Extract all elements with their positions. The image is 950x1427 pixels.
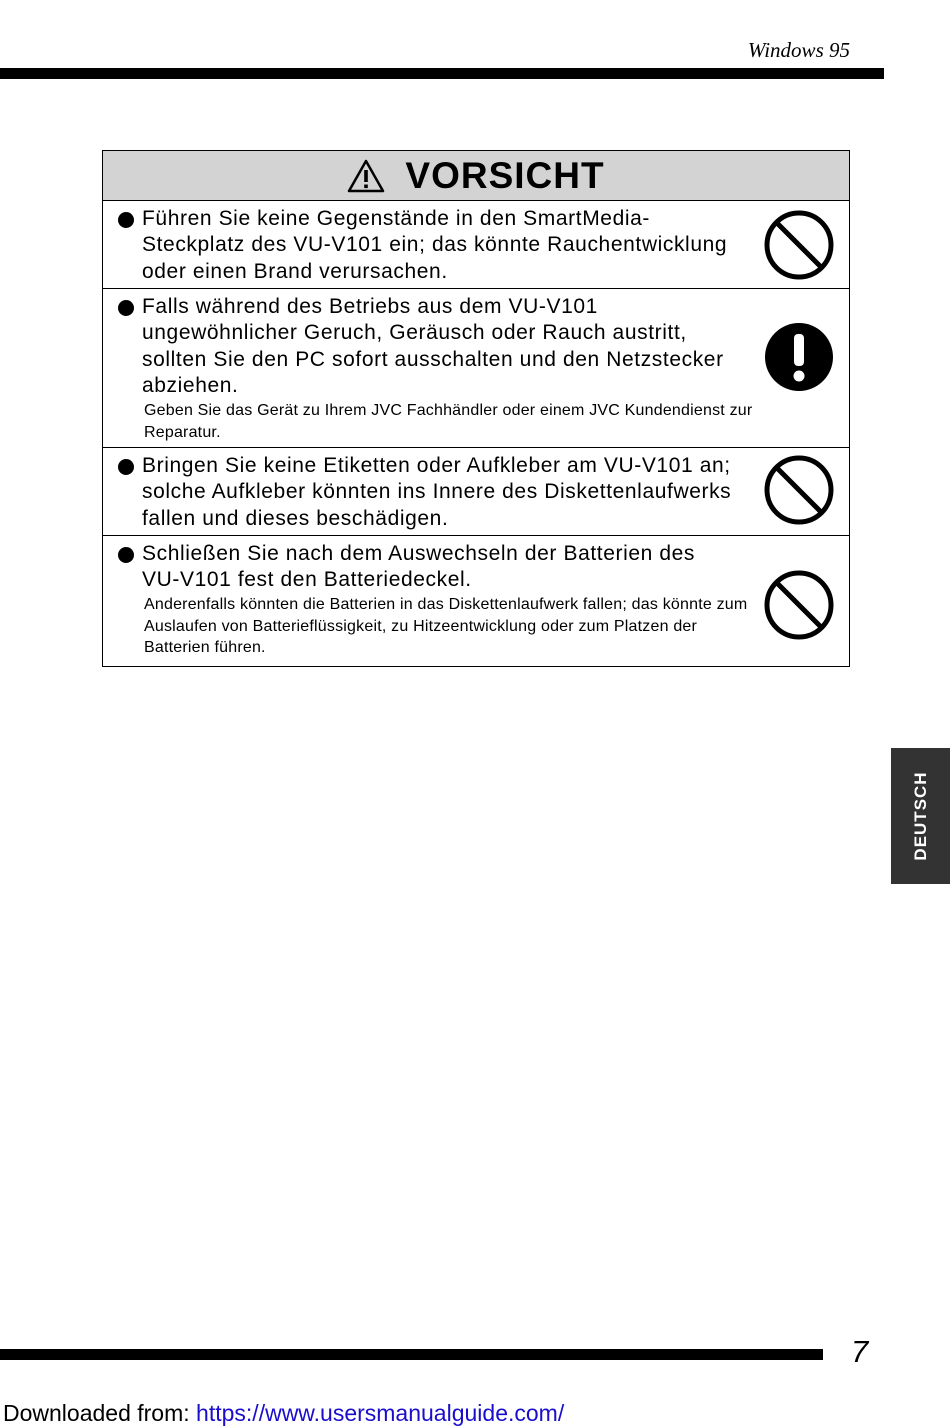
bullet-icon	[118, 300, 134, 316]
caution-title: VORSICHT	[405, 154, 605, 196]
caution-item-note: Geben Sie das Gerät zu Ihrem JVC Fachhändler oder einem JVC Kundendienst zur Reparatur.	[144, 402, 753, 441]
caution-item	[103, 201, 849, 289]
prohibition-icon	[763, 569, 835, 641]
prohibition-icon	[763, 209, 835, 281]
caution-item-text: Falls während des Betriebs aus dem VU-V101 ungewöhnlicher Geruch, Geräusch oder Rauch austritt, sollten Sie den PC sofort ausschalten und den Netzstecker abziehen.	[118, 294, 738, 399]
warning-triangle-icon	[347, 159, 385, 193]
footer-link[interactable]: https://www.usersmanualguide.com/	[196, 1400, 565, 1426]
language-tab-label: DEUTSCH	[910, 771, 930, 861]
bullet-icon	[118, 212, 134, 228]
footer-prefix: Downloaded from:	[3, 1400, 197, 1426]
caution-item-note: Anderenfalls könnten die Batterien in das Diskettenlaufwerk fallen; das könnte zum Auslaufen von Batterieflüssigkeit, zu Hitzeentwicklung oder zum Platzen der Batterien führen.	[144, 596, 748, 656]
bottom-rule	[0, 1349, 823, 1360]
caution-item-text: Bringen Sie keine Etiketten oder Aufkleber am VU-V101 an; solche Aufkleber könnten ins Innere des Diskettenlaufwerks fallen und dieses beschädigen.	[118, 453, 738, 532]
mandatory-exclamation-icon	[763, 321, 835, 393]
caution-item	[103, 289, 849, 448]
prohibition-icon	[763, 454, 835, 526]
caution-item	[103, 536, 849, 666]
bullet-icon	[118, 547, 134, 563]
download-footer	[3, 1400, 564, 1427]
caution-item-text: Führen Sie keine Gegenstände in den SmartMedia-Steckplatz des VU-V101 ein; das könnte Rauchentwicklung oder einen Brand verursachen.	[118, 206, 738, 285]
running-header-title: Windows 95	[747, 38, 850, 62]
language-tab	[891, 748, 950, 884]
caution-item-text: Schließen Sie nach dem Auswechseln der Batterien des VU-V101 fest den Batteriedeckel.	[118, 541, 738, 594]
top-rule	[0, 68, 884, 79]
caution-header	[103, 151, 849, 201]
caution-item	[103, 448, 849, 536]
page-number: 7	[851, 1334, 869, 1369]
bullet-icon	[118, 459, 134, 475]
caution-box	[102, 150, 850, 667]
